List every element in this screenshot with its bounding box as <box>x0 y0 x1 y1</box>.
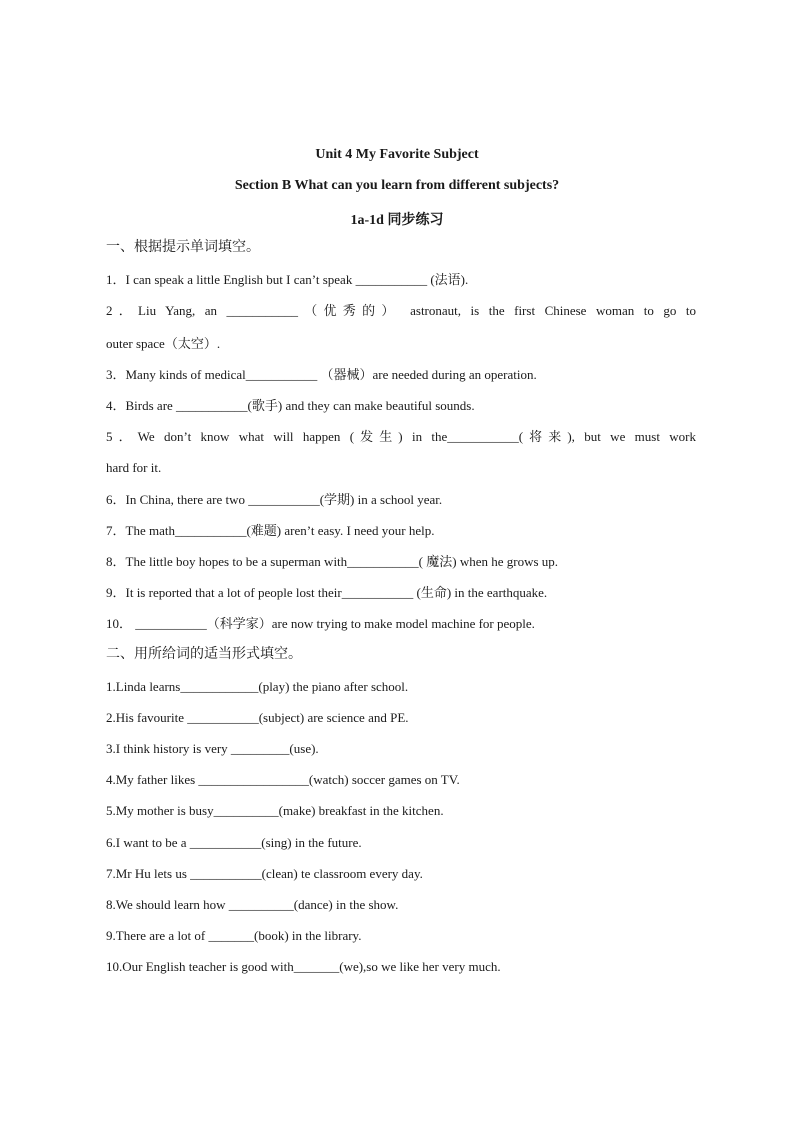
part1-question-10: 10． ___________（科学家）are now trying to make model machine for people. <box>106 616 535 631</box>
part1-question-3: 3．Many kinds of medical___________ （器械）are needed during an operation. <box>106 367 537 382</box>
practice-title: 1a-1d 同步练习 <box>350 213 444 228</box>
part1-question-2-line2: outer space（太空）. <box>106 336 221 351</box>
part2-heading: 二、用所给词的适当形式填空。 <box>106 647 302 662</box>
part2-question-6: 6.I want to be a ___________(sing) in the future. <box>106 835 362 850</box>
part2-question-7: 7.Mr Hu lets us ___________(clean) te classroom every day. <box>106 866 423 881</box>
part2-question-4: 4.My father likes _________________(watch) soccer games on TV. <box>106 772 460 787</box>
section-title: Section B What can you learn from different subjects? <box>234 178 560 193</box>
part1-question-1: 1．I can speak a little English but I can’t speak ___________ (法语). <box>106 272 469 287</box>
part1-question-5-line1: 5．We don’t know what will happen (发生) in the___________(将来), but we must work <box>106 429 696 444</box>
part2-question-10: 10.Our English teacher is good with_______(we),so we like her very much. <box>106 959 501 974</box>
part1-question-8: 8．The little boy hopes to be a superman with___________( 魔法) when he grows up. <box>106 554 559 569</box>
part1-question-7: 7．The math___________(难题) aren’t easy. I need your help. <box>106 523 435 538</box>
part1-question-9: 9．It is reported that a lot of people lost their___________ (生命) in the earthquake. <box>106 585 548 600</box>
part1-question-5-line2: hard for it. <box>106 460 162 475</box>
part2-question-5: 5.My mother is busy__________(make) breakfast in the kitchen. <box>106 803 444 818</box>
part2-question-3: 3.I think history is very _________(use). <box>106 741 319 756</box>
part1-heading: 一、根据提示单词填空。 <box>106 240 260 255</box>
part1-question-2-line1: 2．Liu Yang, an ___________（优秀的） astronaut, is the first Chinese woman to go to <box>106 303 696 318</box>
unit-title: Unit 4 My Favorite Subject <box>315 147 479 162</box>
part2-question-2: 2.His favourite ___________(subject) are science and PE. <box>106 710 409 725</box>
part2-question-9: 9.There are a lot of _______(book) in the library. <box>106 928 362 943</box>
part1-question-4: 4．Birds are ___________(歌手) and they can make beautiful sounds. <box>106 398 475 413</box>
part1-question-6: 6．In China, there are two ___________(学期) in a school year. <box>106 492 443 507</box>
part2-question-8: 8.We should learn how __________(dance) in the show. <box>106 897 399 912</box>
part2-question-1: 1.Linda learns____________(play) the piano after school. <box>106 679 409 694</box>
